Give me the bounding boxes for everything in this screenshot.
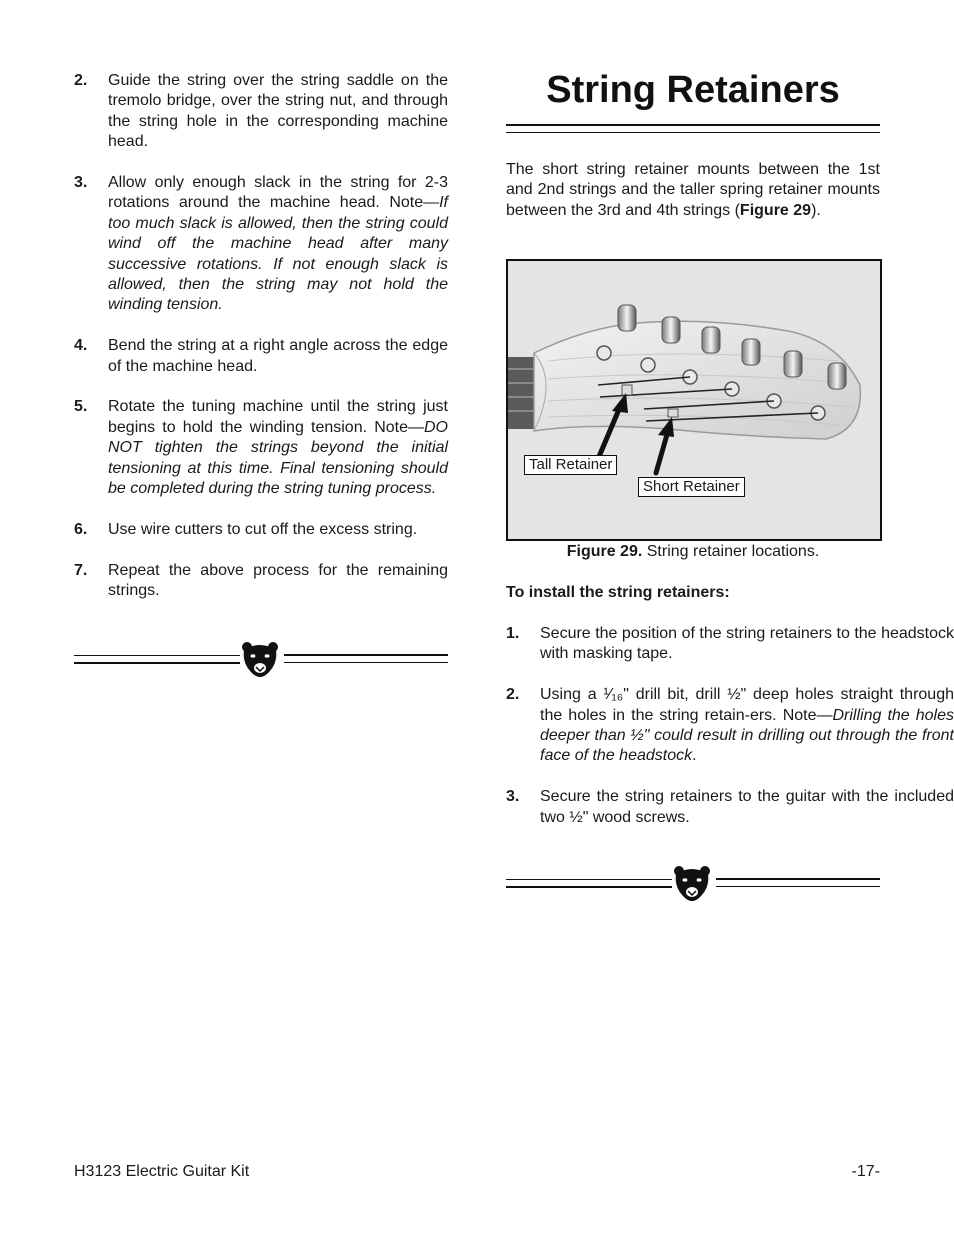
- step-number: 5.: [74, 398, 88, 416]
- step-number: 3.: [74, 174, 88, 192]
- left-column: [74, 71, 448, 622]
- step-7: [74, 561, 448, 602]
- step-text: Using a ¹⁄₁₆" drill bit, drill ½" deep holes straight through the holes in the string retain-ers. Note—Drilling the holes deeper than ½" could result in drilling out through the front face of the headstock.: [540, 686, 954, 765]
- figure-caption: Figure 29. String retainer locations.: [566, 543, 820, 560]
- section-title: String Retainers: [546, 69, 840, 111]
- figure-reference: Figure 29: [739, 201, 812, 219]
- headstock-photo: [506, 259, 882, 541]
- step-number: 6.: [74, 520, 88, 538]
- section-divider-right: [506, 864, 880, 904]
- install-step-2: [506, 685, 954, 767]
- step-text: Bend the string at a right angle across the edge of the machine head.: [108, 337, 448, 375]
- intro-paragraph: The short string retainer mounts between the 1st and 2nd strings and the taller spring retainer mounts between the 3rd and 4th strings (Figure 29).: [506, 161, 880, 219]
- section-divider-left: [74, 640, 448, 680]
- install-steps: [506, 624, 954, 848]
- step-text: Secure the position of the string retainers to the headstock with masking tape.: [540, 625, 954, 663]
- step-number: 4.: [74, 337, 88, 355]
- step-number: 3.: [506, 788, 520, 806]
- step-text: Allow only enough slack in the string for 2-3 rotations around the machine head. Note—If too much slack is allowed, then the string could wind off the machine head after many successive rotations. If not enough slack is allowed, then the string may not hold the winding tension.: [108, 174, 448, 314]
- install-heading: To install the string retainers:: [506, 584, 730, 601]
- step-6: [74, 520, 448, 540]
- step-2: [74, 71, 448, 153]
- step-text: Use wire cutters to cut off the excess string.: [108, 520, 418, 538]
- step-text: Rotate the tuning machine until the string just begins to hold the winding tension. Note—DO NOT tighten the strings beyond the initial tensioning at this time. Final tensioning should be completed during the string tuning process.: [108, 398, 448, 498]
- step-4: [74, 336, 448, 377]
- step-number: 2.: [74, 72, 88, 89]
- step-number: 1.: [506, 625, 520, 642]
- install-step-1: [506, 624, 954, 665]
- step-text: Repeat the above process for the remaining strings.: [108, 561, 448, 600]
- step-5: [74, 397, 448, 499]
- callout-tall-retainer: Tall Retainer: [524, 455, 617, 475]
- step-number: 7.: [74, 561, 88, 579]
- bear-logo-icon: [672, 864, 712, 904]
- step-text: Guide the string over the string saddle on the tremolo bridge, over the string nut, and through the string hole in the corresponding machine head.: [108, 72, 448, 151]
- step-number: 2.: [506, 686, 520, 704]
- callout-short-retainer: Short Retainer: [638, 477, 745, 497]
- bear-logo-icon: [240, 640, 280, 680]
- footer-product-name: H3123 Electric Guitar Kit: [74, 1163, 250, 1180]
- title-rule: [506, 124, 880, 134]
- headstock-illustration: [508, 261, 880, 539]
- step-text: Secure the string retainers to the guitar with the included two ½" wood screws.: [540, 788, 954, 826]
- step-3: [74, 173, 448, 316]
- install-step-3: [506, 787, 954, 828]
- footer-page-number: -17-: [851, 1163, 880, 1180]
